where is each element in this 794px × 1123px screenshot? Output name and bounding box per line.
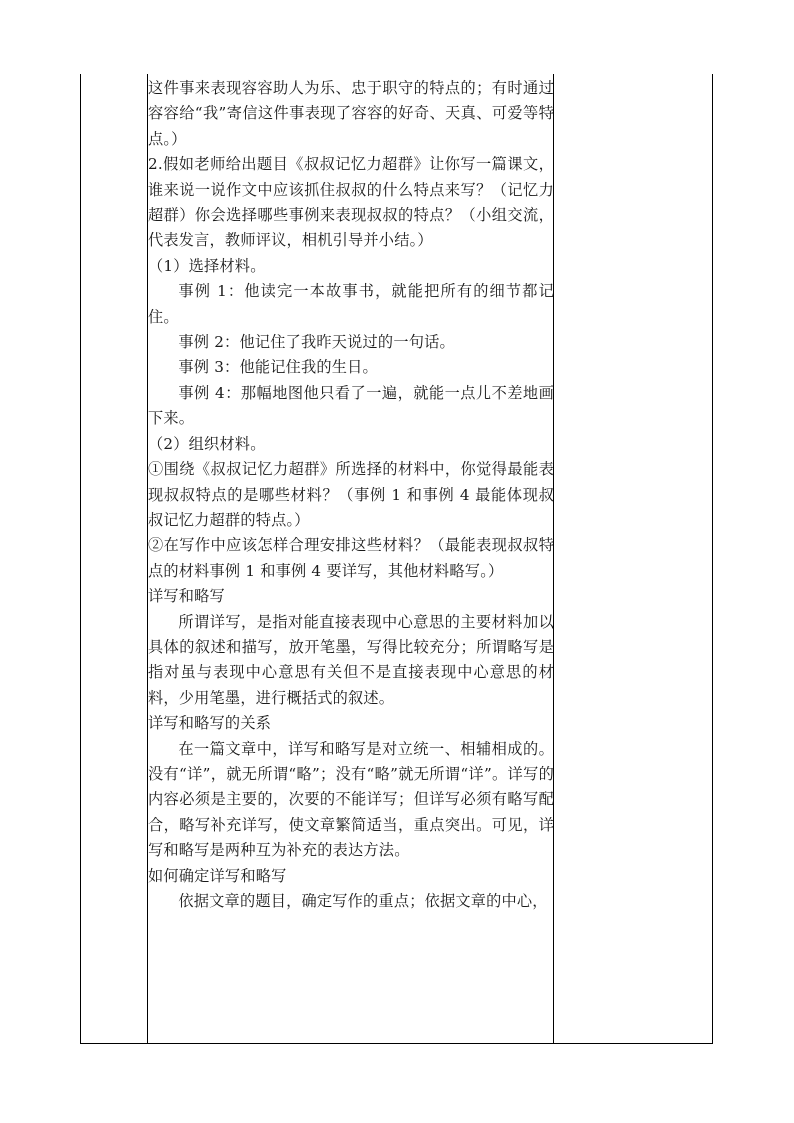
section-heading-how-to-decide: 如何确定详写和略写 xyxy=(148,866,287,885)
paragraph-11: 所谓详写，是指对能直接表现中心意思的主要材料加以具体的叙述和描写，放开笔墨，写得比较充分；所谓略写是指对虽与表现中心意思有关但不是直接表现中心意思的材料，少用笔墨，进行概括式的叙述。 xyxy=(148,612,554,707)
paragraph-1: 2.假如老师给出题目《叔叔记忆力超群》让你写一篇课文，谁来说一说作文中应该抓住叔叔的什么特点来写？（记忆力超群）你会选择哪些事例来表现叔叔的特点？（小组交流，代表发言，教师评议，相机引导并小结。） xyxy=(148,155,554,250)
paragraph-5: 事例 3：他能记住我的生日。 xyxy=(178,358,378,377)
lesson-content-cell xyxy=(148,76,554,914)
table-left-border xyxy=(80,74,81,1044)
paragraph-8: ①围绕《叔叔记忆力超群》所选择的材料中，你觉得最能表现叔叔特点的是哪些材料？（事例 1 和事例 4 最能体现叔叔记忆力超群的特点。） xyxy=(148,460,554,529)
paragraph-13: 在一篇文章中，详写和略写是对立统一、相辅相成的。没有“详”，就无所谓“略”；没有“略”就无所谓“详”。详写的内容必须是主要的，次要的不能详写；但详写必须有略写配合，略写补充详写，使文章繁简适当，重点突出。可见，详写和略写是两种互为补充的表达方法。 xyxy=(148,739,554,860)
paragraph-7: （2）组织材料。 xyxy=(148,434,266,453)
section-heading-detail-brief: 详写和略写 xyxy=(148,587,225,606)
paragraph-0: 这件事来表现容容助人为乐、忠于职守的特点的；有时通过容容给“我”寄信这件事表现了容容的好奇、天真、可爱等特点。） xyxy=(148,79,554,148)
paragraph-3: 事例 1：他读完一本故事书，就能把所有的细节都记住。 xyxy=(148,282,554,326)
section-heading-relationship: 详写和略写的关系 xyxy=(148,714,272,733)
paragraph-4: 事例 2：他记住了我昨天说过的一句话。 xyxy=(178,333,455,352)
paragraph-6: 事例 4：那幅地图他只看了一遍，就能一点儿不差地画下来。 xyxy=(148,383,554,428)
table-right-border xyxy=(712,74,713,1044)
paragraph-15: 依据文章的题目，确定写作的重点；依据文章的中心， xyxy=(178,892,548,910)
paragraph-2: （1）选择材料。 xyxy=(148,256,266,275)
table-bottom-border xyxy=(80,1043,713,1044)
paragraph-9: ②在写作中应该怎样合理安排这些材料？（最能表现叔叔特点的材料事例 1 和事例 4 要详写，其他材料略写。） xyxy=(148,536,554,580)
